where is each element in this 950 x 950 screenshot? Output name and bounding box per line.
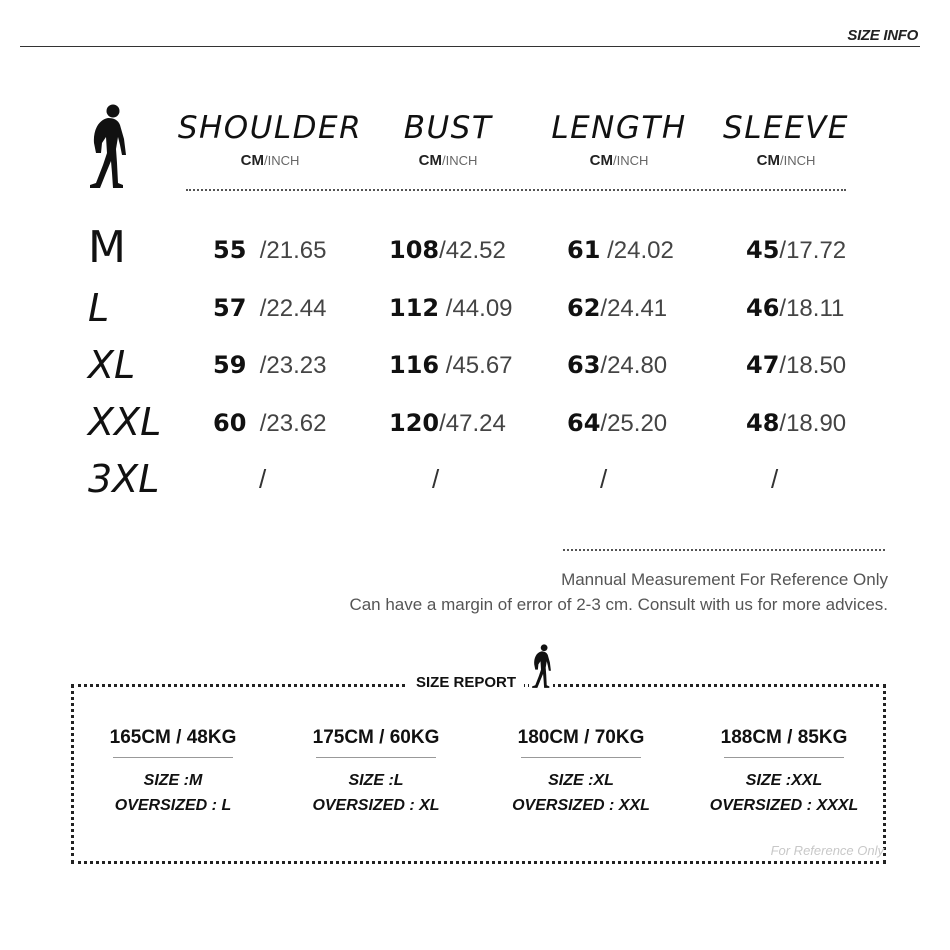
column-sleeve bbox=[686, 110, 886, 169]
walking-person-icon bbox=[529, 641, 553, 691]
unit-inch: INCH bbox=[783, 153, 816, 168]
recommended-size: SIZE :M bbox=[143, 772, 203, 789]
oversized-size: OVERSIZED : XXXL bbox=[709, 797, 859, 814]
entry-divider bbox=[113, 757, 233, 758]
cell-cm-value: 57 bbox=[213, 294, 247, 322]
size-label-l: L bbox=[88, 286, 110, 330]
entry-divider bbox=[316, 757, 436, 758]
cell-inch-value: /18.50 bbox=[779, 352, 847, 379]
cell-inch-value: /21.65 bbox=[259, 237, 327, 264]
header-dotted-divider bbox=[186, 189, 846, 191]
table-cell-empty: / bbox=[600, 464, 608, 494]
oversized-size: OVERSIZED : XXL bbox=[512, 797, 650, 814]
reference-watermark: For Reference Only bbox=[770, 843, 884, 858]
unit-inch: INCH bbox=[616, 153, 649, 168]
entry-divider bbox=[724, 757, 844, 758]
cell-cm-value: 61 bbox=[567, 236, 601, 264]
walking-person-icon bbox=[84, 103, 130, 189]
cell-cm-value: 120 bbox=[389, 409, 440, 437]
column-shoulder bbox=[170, 110, 370, 169]
size-label-xxl: XXL bbox=[88, 400, 162, 444]
cell-inch-value: /24.02 bbox=[607, 237, 674, 264]
table-cell bbox=[389, 409, 506, 438]
table-cell bbox=[746, 294, 844, 323]
entry-divider bbox=[521, 757, 641, 758]
cell-inch-value: /24.80 bbox=[600, 352, 668, 379]
oversized-size: OVERSIZED : L bbox=[114, 797, 232, 814]
unit-separator: / bbox=[612, 153, 617, 168]
table-cell bbox=[213, 351, 326, 380]
unit-separator: / bbox=[779, 153, 784, 168]
cell-inch-value: /45.67 bbox=[445, 352, 513, 379]
size-report-entry bbox=[73, 727, 273, 818]
unit-inch: INCH bbox=[445, 153, 478, 168]
unit-cm: CM bbox=[240, 152, 264, 169]
oversized-size: OVERSIZED : XL bbox=[312, 797, 440, 814]
size-label-m: M bbox=[88, 222, 126, 273]
cell-inch-value: /25.20 bbox=[600, 410, 668, 437]
table-cell bbox=[746, 351, 846, 380]
unit-inch: INCH bbox=[267, 153, 300, 168]
unit-separator: / bbox=[263, 153, 268, 168]
table-cell bbox=[389, 236, 506, 265]
cell-cm-value: 48 bbox=[746, 409, 780, 437]
cell-inch-value: /24.41 bbox=[600, 295, 668, 322]
size-report-title: SIZE REPORT bbox=[408, 674, 524, 691]
body-measurement: 175CM / 60KG bbox=[312, 727, 440, 748]
column-units bbox=[686, 152, 886, 169]
table-cell bbox=[213, 294, 326, 323]
table-cell bbox=[389, 294, 513, 323]
cell-inch-value: /23.23 bbox=[259, 352, 327, 379]
recommended-size: SIZE :L bbox=[348, 772, 404, 789]
column-name: SLEEVE bbox=[723, 110, 849, 146]
cell-inch-value: /44.09 bbox=[445, 295, 513, 322]
cell-cm-value: 64 bbox=[567, 409, 601, 437]
column-name: SHOULDER bbox=[177, 110, 363, 146]
body-measurement: 165CM / 48KG bbox=[109, 727, 237, 748]
table-cell-empty: / bbox=[259, 464, 267, 494]
table-cell bbox=[567, 294, 667, 323]
table-cell bbox=[389, 351, 513, 380]
cell-cm-value: 63 bbox=[567, 351, 601, 379]
column-units bbox=[348, 152, 548, 169]
cell-cm-value: 112 bbox=[389, 294, 440, 322]
cell-inch-value: /18.90 bbox=[779, 410, 847, 437]
size-label-3xl: 3XL bbox=[88, 457, 160, 501]
cell-inch-value: /47.24 bbox=[439, 410, 506, 437]
cell-inch-value: /42.52 bbox=[439, 237, 506, 264]
measurement-note: Mannual Measurement For Reference Only bbox=[561, 570, 888, 589]
size-report-entry bbox=[481, 727, 681, 818]
unit-cm: CM bbox=[756, 152, 780, 169]
cell-cm-value: 116 bbox=[389, 351, 440, 379]
note-dotted-divider bbox=[563, 549, 885, 551]
cell-cm-value: 45 bbox=[746, 236, 780, 264]
body-measurement: 188CM / 85KG bbox=[720, 727, 848, 748]
table-cell bbox=[213, 409, 326, 438]
header-divider bbox=[20, 46, 920, 47]
cell-cm-value: 60 bbox=[213, 409, 247, 437]
margin-note: Can have a margin of error of 2-3 cm. Consult with us for more advices. bbox=[349, 595, 888, 614]
unit-cm: CM bbox=[418, 152, 442, 169]
table-cell bbox=[567, 351, 667, 380]
cell-cm-value: 108 bbox=[389, 236, 440, 264]
body-measurement: 180CM / 70KG bbox=[517, 727, 645, 748]
recommended-size: SIZE :XXL bbox=[745, 772, 823, 789]
cell-cm-value: 62 bbox=[567, 294, 601, 322]
table-cell bbox=[746, 409, 846, 438]
column-name: BUST bbox=[403, 110, 493, 146]
column-bust bbox=[348, 110, 548, 169]
size-report-entry bbox=[276, 727, 476, 818]
cell-inch-value: /18.11 bbox=[779, 295, 845, 322]
table-cell bbox=[213, 236, 326, 265]
column-name: LENGTH bbox=[551, 110, 687, 146]
size-report-entry bbox=[684, 727, 884, 818]
recommended-size: SIZE :XL bbox=[548, 772, 614, 789]
cell-inch-value: /23.62 bbox=[259, 410, 327, 437]
unit-separator: / bbox=[441, 153, 446, 168]
unit-cm: CM bbox=[589, 152, 613, 169]
table-cell bbox=[746, 236, 846, 265]
cell-cm-value: 47 bbox=[746, 351, 780, 379]
table-cell bbox=[567, 236, 674, 265]
cell-cm-value: 46 bbox=[746, 294, 780, 322]
cell-inch-value: /17.72 bbox=[779, 237, 847, 264]
column-units bbox=[170, 152, 370, 169]
cell-cm-value: 59 bbox=[213, 351, 247, 379]
table-cell bbox=[567, 409, 667, 438]
size-label-xl: XL bbox=[88, 343, 136, 387]
page-title: SIZE INFO bbox=[847, 27, 918, 44]
cell-cm-value: 55 bbox=[213, 236, 247, 264]
table-cell-empty: / bbox=[771, 464, 779, 494]
table-cell-empty: / bbox=[432, 464, 440, 494]
cell-inch-value: /22.44 bbox=[259, 295, 327, 322]
